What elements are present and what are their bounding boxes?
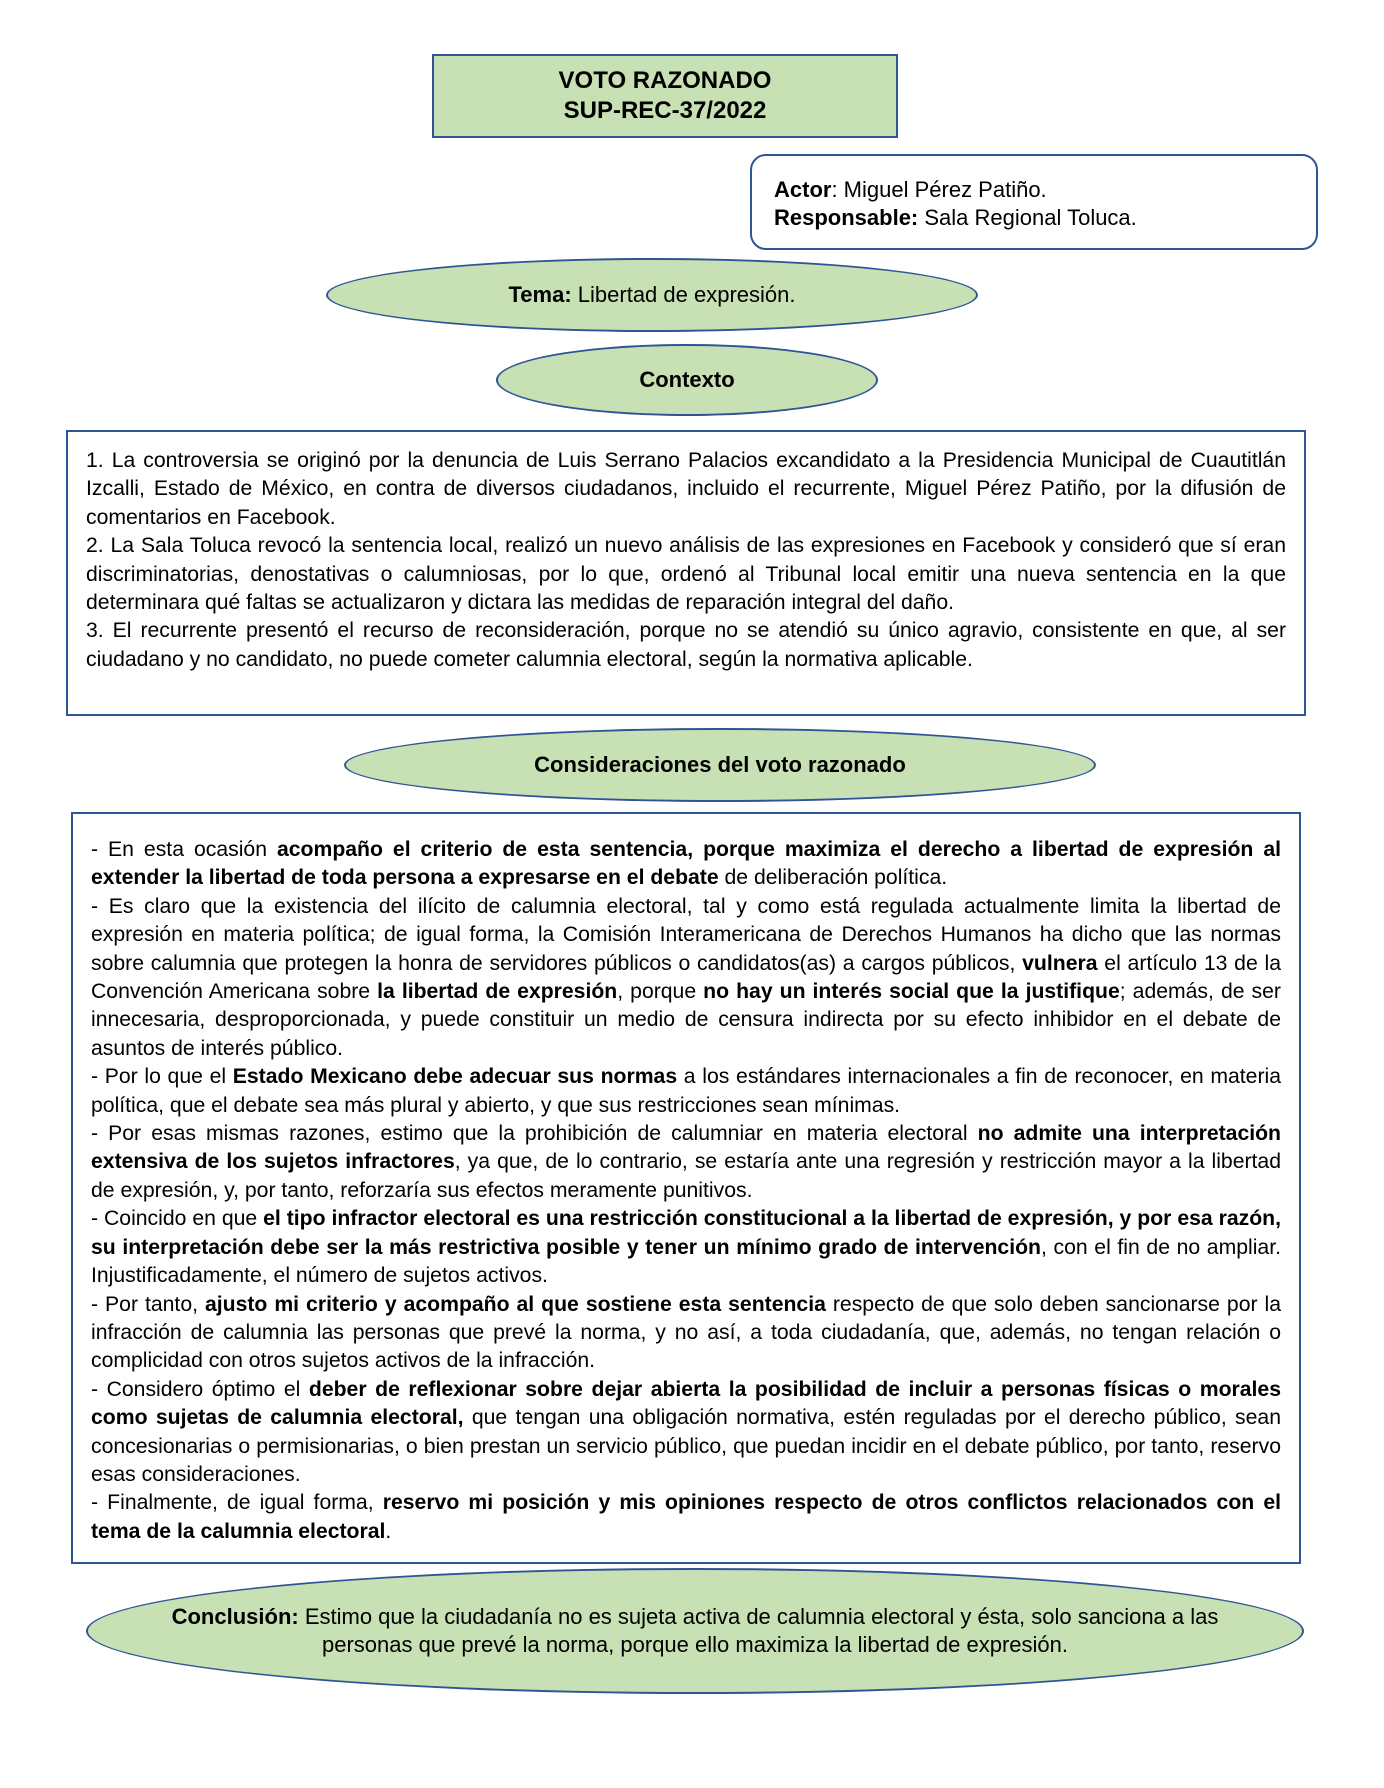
tema-value: Libertad de expresión. (571, 282, 796, 307)
contexto-heading: Contexto (496, 344, 878, 416)
consideracion-paragraph: - Considero óptimo el deber de reflexionar sobre dejar abierta la posibilidad de incluir a personas físicas o morales como sujetas de calumnia electoral, que tengan una obligación normativa, estén reguladas por el derecho público, sean concesionarias o permisionarias, o bien prestan un servicio público, que puedan incidir en el debate público, por tanto, reservo esas consideraciones. (91, 1377, 1282, 1486)
conclusion-text: Estimo que la ciudadanía no es sujeta activa de calumnia electoral y ésta, solo sanciona a las personas que prevé la norma, porque ello maximiza la libertad de expresión. (298, 1604, 1219, 1657)
contexto-box (66, 430, 1306, 716)
consideracion-paragraph: - En esta ocasión acompaño el criterio de esta sentencia, porque maximiza el derecho a libertad de expresión al extender la libertad de toda persona a expresarse en el debate de deliberación política. (91, 838, 1281, 890)
consideracion-paragraph: - Es claro que la existencia del ilícito de calumnia electoral, tal y como está regulada actualmente limita la libertad de expresión en materia política; de igual forma, la Comisión Interamericana de Derechos Humanos ha dicho que las normas sobre calumnia que protegen la honra de servidores públicos o candidatos(as) a cargos públicos, vulnera el artículo 13 de la Convención Americana sobre la libertad de expresión, porque no hay un interés social que la justifique; además, de ser innecesaria, desproporcionada, y puede constituir un medio de censura indirecta por su efecto inhibidor en el debate de asuntos de interés público. (91, 894, 1281, 1060)
responsable-value: Sala Regional Toluca. (918, 205, 1137, 230)
consideracion-paragraph: - Coincido en que el tipo infractor electoral es una restricción constitucional a la libertad de expresión, y por esa razón, su interpretación debe ser la más restrictiva posible y tener un mínimo grado de intervención, con el fin de no ampliar. Injustificadamente, el número de sujetos activos. (91, 1207, 1281, 1288)
contexto-item: 3. El recurrente presentó el recurso de reconsideración, porque no se atendió su único agravio, consistente en que, al ser ciudadano y no candidato, no puede cometer calumnia electoral, según la normativa aplicable. (86, 619, 1286, 671)
consideracion-paragraph: - Por tanto, ajusto mi criterio y acompaño al que sostiene esta sentencia respecto de que solo deben sancionarse por la infracción de calumnia las personas que prevé la norma, y no así, a toda ciudadanía, que, además, no tengan relación o complicidad con otros sujetos activos de la infracción. (91, 1292, 1281, 1373)
consideracion-paragraph: - Por lo que el Estado Mexicano debe adecuar sus normas a los estándares internacionales a fin de reconocer, en materia política, que el debate sea más plural y abierto, y que sus restricciones sean mínimas. (91, 1065, 1282, 1117)
actor-label: Actor (774, 177, 832, 202)
actor-value: : Miguel Pérez Patiño. (831, 177, 1047, 202)
tema-label: Tema: (508, 282, 572, 307)
tema-ellipse (326, 258, 978, 332)
conclusion-ellipse (86, 1568, 1304, 1694)
title-box (432, 54, 898, 138)
parties-box (750, 154, 1318, 250)
contexto-item: 1. La controversia se originó por la denuncia de Luis Serrano Palacios excandidato a la Presidencia Municipal de Cuautitlán Izcalli, Estado de México, en contra de diversos ciudadanos, incluido el recurrente, Miguel Pérez Patiño, por la difusión de comentarios en Facebook. (86, 449, 1286, 529)
consideracion-paragraph: - Por esas mismas razones, estimo que la prohibición de calumniar en materia electoral no admite una interpretación extensiva de los sujetos infractores, ya que, de lo contrario, se estaría ante una regresión y restricción mayor a la libertad de expresión, y, por tanto, reforzaría sus efectos meramente punitivos. (91, 1122, 1281, 1202)
consideraciones-box (71, 812, 1301, 1564)
consideracion-paragraph: - Finalmente, de igual forma, reservo mi posición y mis opiniones respecto de otros conflictos relacionados con el tema de la calumnia electoral. (91, 1491, 1281, 1543)
contexto-item: 2. La Sala Toluca revocó la sentencia local, realizó un nuevo análisis de las expresiones en Facebook y consideró que sí eran discriminatorias, denostativas o calumniosas, por lo que, ordenó al Tribunal local emitir una nueva sentencia en la que determinara qué faltas se actualizaron y dictara las medidas de reparación integral del daño. (86, 534, 1286, 615)
actor-line (774, 176, 1294, 204)
consideraciones-heading: Consideraciones del voto razonado (344, 728, 1096, 802)
conclusion-label: Conclusión: (171, 1604, 299, 1629)
responsable-label: Responsable: (774, 205, 919, 230)
case-number: SUP-REC-37/2022 (563, 97, 767, 124)
responsable-line (774, 204, 1294, 232)
document-title: VOTO RAZONADO (558, 67, 772, 94)
